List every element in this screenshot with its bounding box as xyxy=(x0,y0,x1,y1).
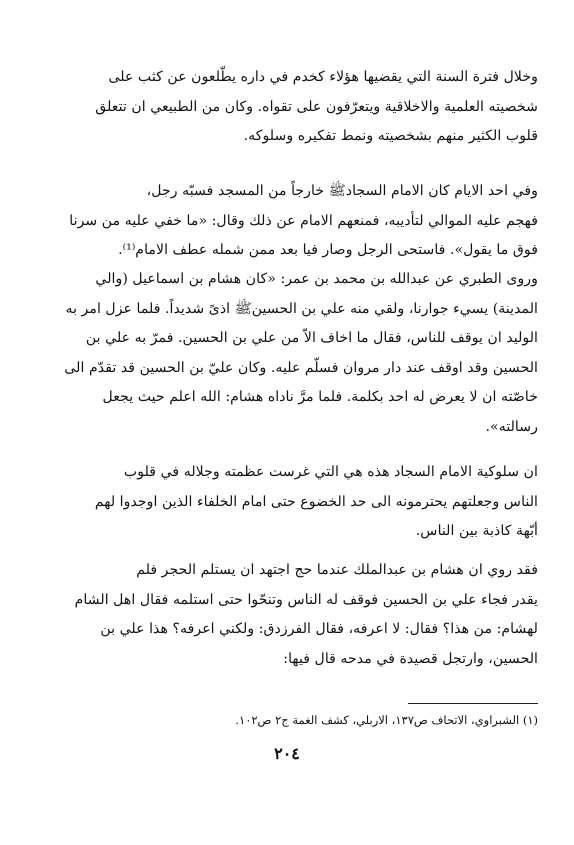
paragraph-line: خاصّته ان لا يعرض له احد بكلمة. فلما مرَّ ناداه هشام: الله اعلم حيث يجعل xyxy=(102,389,538,405)
paragraph-line: يقدر فجاء علي بن الحسين فوقف له الناس وتنحّوا حتى استلمه فقال اهل الشام xyxy=(74,591,538,608)
paragraph-line: شخصيته العلمية والاخلاقية ويتعرّفون على تقواه. وكان من الطبيعي ان تتعلق xyxy=(95,98,538,115)
paragraph-line: وخلال فترة السنة التي يقضيها هؤلاء كخدم في داره يطّلعون عن كثب على xyxy=(108,69,538,85)
paragraph-line: وفي احد الايام كان الامام السجادﷺ خارجاً من المسجد فسبّه رجل، xyxy=(146,183,538,199)
paragraph-line: فهجم عليه الموالي لتأديبه، فمنعهم الامام عن ذلك وقال: «ما خفي عليه من سرنا xyxy=(69,212,538,229)
paragraph-line: الوليد ان يوقف للناس، فقال ما اخاف الاّ من علي بن الحسين. فمرّ به علي بن xyxy=(85,330,538,346)
paragraph-2 xyxy=(34,177,538,266)
paragraph-line: الحسين، وارتجل قصيدة في مدحه قال فيها: xyxy=(283,650,538,667)
paragraph-5 xyxy=(34,556,538,674)
footnote-divider xyxy=(408,703,538,704)
paragraph-line: فقد روي ان هشام بن عبدالملك عندما حج اجتهد ان يستلم الحجر فلم xyxy=(136,562,538,578)
paragraph-line: قلوب الكثير منهم بشخصيته ونمط تفكيره وسلوكه. xyxy=(243,128,538,144)
paragraph-line: لهشام: من هذا؟ فقال: لا اعرفه، فقال الفرزدق: ولكني اعرفه؟ هذا علي بن xyxy=(100,621,538,637)
paragraph-line: أبّهة كاذبة بين الناس. xyxy=(415,523,538,539)
paragraph-1 xyxy=(34,63,538,152)
paragraph-line: ان سلوكية الامام السجاد هذه هي التي غرست عظمته وجلاله في قلوب xyxy=(123,464,538,480)
paragraph-line: الحسين وقد اوقف عند دار مروان فسلّم عليه. وكان عليّ بن الحسين قد تقدّم الى xyxy=(64,359,538,376)
paragraph-line: الناس وجعلتهم يحترمونه الى حد الخضوع حتى امام الخلفاء الذين اوجدوا لهم xyxy=(94,493,538,510)
paragraph-3 xyxy=(34,265,538,442)
paragraph-line: المدينة) يسيء جوارنا، ولقي منه علي بن الحسينﷺ اذىً شديداً. فلما عزل امر به xyxy=(65,300,538,317)
paragraph-4 xyxy=(34,458,538,547)
footnote: (١) الشبراوي، الاتحاف ص١٣٧، الاربلي، كشف الغمة ج٢ ص١٠٢. xyxy=(235,713,538,727)
page-number: ٢٠٤ xyxy=(274,744,300,763)
paragraph-line: وروى الطبري عن عبدالله بن محمد بن عمر: «كان هشام بن اسماعيل (والي xyxy=(95,271,538,287)
paragraph-line: رسالته». xyxy=(485,418,538,435)
paragraph-line: فوق ما يقول». فاستحى الرجل وصار فيا بعد ممن شمله عطف الامام⁽¹⁾. xyxy=(118,242,538,258)
